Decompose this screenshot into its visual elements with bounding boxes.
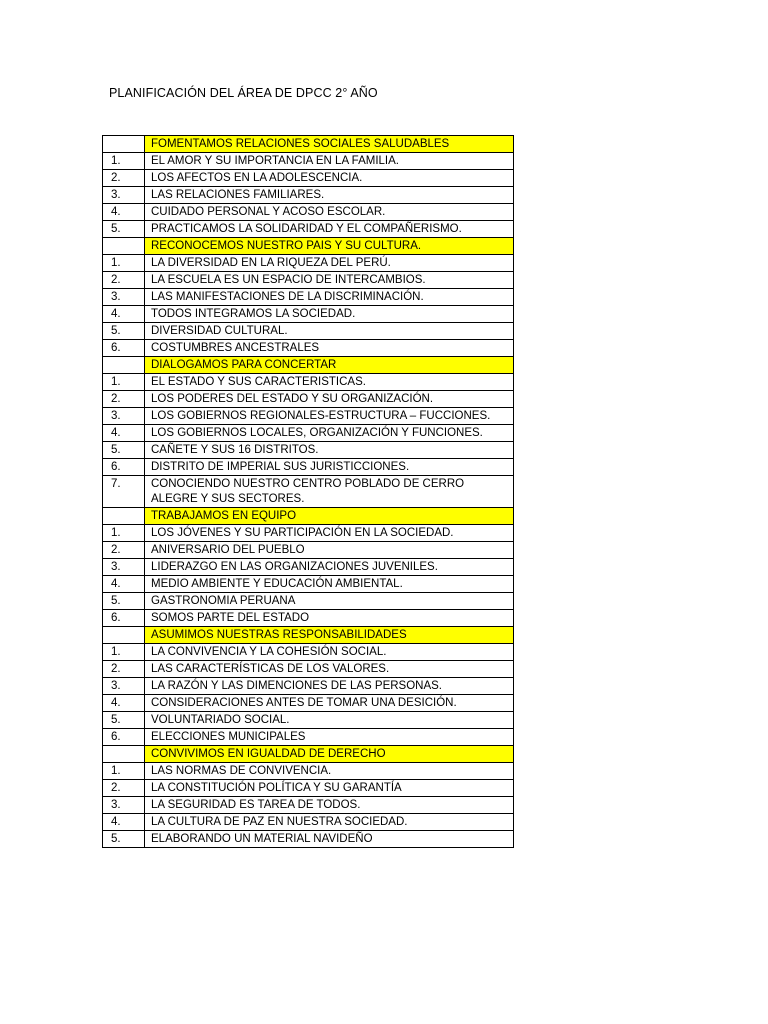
unit-number-cell xyxy=(103,238,145,255)
unit-header-row xyxy=(103,238,514,255)
topic-number: 6. xyxy=(103,340,145,357)
topic-row xyxy=(103,391,514,408)
topic-text: LA CULTURA DE PAZ EN NUESTRA SOCIEDAD. xyxy=(145,814,514,831)
topic-number: 1. xyxy=(103,525,145,542)
topic-number: 2. xyxy=(103,170,145,187)
topic-row xyxy=(103,695,514,712)
topic-number: 5. xyxy=(103,442,145,459)
topic-row xyxy=(103,272,514,289)
topic-text: LOS GOBIERNOS REGIONALES-ESTRUCTURA – FUCCIONES. xyxy=(145,408,514,425)
topic-row xyxy=(103,831,514,848)
topic-row xyxy=(103,593,514,610)
topic-text: LOS JÓVENES Y SU PARTICIPACIÓN EN LA SOCIEDAD. xyxy=(145,525,514,542)
topic-text: LIDERAZGO EN LAS ORGANIZACIONES JUVENILES. xyxy=(145,559,514,576)
topic-row xyxy=(103,255,514,272)
topic-number: 3. xyxy=(103,187,145,204)
topic-row xyxy=(103,459,514,476)
topic-number: 4. xyxy=(103,425,145,442)
topic-text: DISTRITO DE IMPERIAL SUS JURISTICCIONES. xyxy=(145,459,514,476)
topic-text: MEDIO AMBIENTE Y EDUCACIÓN AMBIENTAL. xyxy=(145,576,514,593)
topic-text: LA ESCUELA ES UN ESPACIO DE INTERCAMBIOS. xyxy=(145,272,514,289)
topic-number: 3. xyxy=(103,408,145,425)
unit-title: ASUMIMOS NUESTRAS RESPONSABILIDADES xyxy=(145,627,514,644)
topic-text: LA RAZÓN Y LAS DIMENCIONES DE LAS PERSONAS. xyxy=(145,678,514,695)
topic-row xyxy=(103,559,514,576)
topic-number: 5. xyxy=(103,593,145,610)
topic-row xyxy=(103,323,514,340)
topic-text: TODOS INTEGRAMOS LA SOCIEDAD. xyxy=(145,306,514,323)
topic-row xyxy=(103,576,514,593)
topic-text: CONSIDERACIONES ANTES DE TOMAR UNA DESICIÓN. xyxy=(145,695,514,712)
topic-row xyxy=(103,525,514,542)
topic-row xyxy=(103,289,514,306)
topic-text: PRACTICAMOS LA SOLIDARIDAD Y EL COMPAÑERISMO. xyxy=(145,221,514,238)
planning-table xyxy=(102,135,514,848)
topic-text: LOS PODERES DEL ESTADO Y SU ORGANIZACIÓN. xyxy=(145,391,514,408)
topic-number: 5. xyxy=(103,323,145,340)
topic-number: 1. xyxy=(103,255,145,272)
topic-row xyxy=(103,425,514,442)
topic-text: SOMOS PARTE DEL ESTADO xyxy=(145,610,514,627)
topic-number: 1. xyxy=(103,374,145,391)
topic-number: 2. xyxy=(103,780,145,797)
unit-header-row xyxy=(103,627,514,644)
topic-row xyxy=(103,712,514,729)
unit-title: RECONOCEMOS NUESTRO PAIS Y SU CULTURA. xyxy=(145,238,514,255)
topic-number: 5. xyxy=(103,221,145,238)
topic-row xyxy=(103,610,514,627)
topic-row xyxy=(103,408,514,425)
topic-row xyxy=(103,374,514,391)
topic-text: CUIDADO PERSONAL Y ACOSO ESCOLAR. xyxy=(145,204,514,221)
topic-text: CAÑETE Y SUS 16 DISTRITOS. xyxy=(145,442,514,459)
topic-text: ELECCIONES MUNICIPALES xyxy=(145,729,514,746)
topic-text: LAS CARACTERÍSTICAS DE LOS VALORES. xyxy=(145,661,514,678)
topic-row xyxy=(103,661,514,678)
topic-number: 3. xyxy=(103,797,145,814)
unit-header-row xyxy=(103,357,514,374)
topic-number: 4. xyxy=(103,814,145,831)
topic-text: LA DIVERSIDAD EN LA RIQUEZA DEL PERÚ. xyxy=(145,255,514,272)
topic-number: 4. xyxy=(103,576,145,593)
topic-text: LA CONVIVENCIA Y LA COHESIÓN SOCIAL. xyxy=(145,644,514,661)
topic-row xyxy=(103,678,514,695)
topic-row xyxy=(103,340,514,357)
topic-number: 2. xyxy=(103,391,145,408)
topic-number: 6. xyxy=(103,459,145,476)
topic-text: LAS MANIFESTACIONES DE LA DISCRIMINACIÓN. xyxy=(145,289,514,306)
topic-number: 2. xyxy=(103,272,145,289)
topic-row xyxy=(103,729,514,746)
topic-text: EL ESTADO Y SUS CARACTERISTICAS. xyxy=(145,374,514,391)
unit-title: CONVIVIMOS EN IGUALDAD DE DERECHO xyxy=(145,746,514,763)
topic-number: 1. xyxy=(103,763,145,780)
unit-number-cell xyxy=(103,136,145,153)
topic-number: 7. xyxy=(103,476,145,508)
unit-number-cell xyxy=(103,357,145,374)
topic-number: 4. xyxy=(103,204,145,221)
topic-number: 4. xyxy=(103,306,145,323)
topic-row xyxy=(103,442,514,459)
topic-row xyxy=(103,763,514,780)
unit-title: FOMENTAMOS RELACIONES SOCIALES SALUDABLES xyxy=(145,136,514,153)
topic-number: 1. xyxy=(103,644,145,661)
topic-number: 6. xyxy=(103,610,145,627)
topic-text: ANIVERSARIO DEL PUEBLO xyxy=(145,542,514,559)
unit-number-cell xyxy=(103,508,145,525)
topic-row xyxy=(103,187,514,204)
unit-title: TRABAJAMOS EN EQUIPO xyxy=(145,508,514,525)
topic-row xyxy=(103,476,514,508)
planning-table-body xyxy=(103,136,514,848)
topic-text: ELABORANDO UN MATERIAL NAVIDEÑO xyxy=(145,831,514,848)
unit-header-row xyxy=(103,746,514,763)
unit-header-row xyxy=(103,136,514,153)
topic-text: LOS AFECTOS EN LA ADOLESCENCIA. xyxy=(145,170,514,187)
topic-text: COSTUMBRES ANCESTRALES xyxy=(145,340,514,357)
topic-number: 3. xyxy=(103,678,145,695)
topic-number: 3. xyxy=(103,559,145,576)
topic-row xyxy=(103,814,514,831)
topic-row xyxy=(103,780,514,797)
topic-row xyxy=(103,644,514,661)
document-title: PLANIFICACIÓN DEL ÁREA DE DPCC 2° AÑO xyxy=(109,86,378,100)
topic-row xyxy=(103,170,514,187)
topic-text: GASTRONOMIA PERUANA xyxy=(145,593,514,610)
topic-row xyxy=(103,306,514,323)
topic-text: CONOCIENDO NUESTRO CENTRO POBLADO DE CERRO ALEGRE Y SUS SECTORES. xyxy=(145,476,514,508)
unit-title: DIALOGAMOS PARA CONCERTAR xyxy=(145,357,514,374)
topic-number: 2. xyxy=(103,542,145,559)
topic-text: LA CONSTITUCIÓN POLÍTICA Y SU GARANTÍA xyxy=(145,780,514,797)
unit-number-cell xyxy=(103,746,145,763)
topic-text: LAS RELACIONES FAMILIARES. xyxy=(145,187,514,204)
topic-row xyxy=(103,542,514,559)
topic-row xyxy=(103,221,514,238)
topic-text: LA SEGURIDAD ES TAREA DE TODOS. xyxy=(145,797,514,814)
topic-number: 3. xyxy=(103,289,145,306)
unit-header-row xyxy=(103,508,514,525)
topic-number: 6. xyxy=(103,729,145,746)
topic-number: 2. xyxy=(103,661,145,678)
topic-row xyxy=(103,204,514,221)
topic-number: 5. xyxy=(103,712,145,729)
topic-number: 4. xyxy=(103,695,145,712)
topic-text: DIVERSIDAD CULTURAL. xyxy=(145,323,514,340)
topic-text: LOS GOBIERNOS LOCALES, ORGANIZACIÓN Y FUNCIONES. xyxy=(145,425,514,442)
topic-number: 1. xyxy=(103,153,145,170)
topic-text: LAS NORMAS DE CONVIVENCIA. xyxy=(145,763,514,780)
topic-row xyxy=(103,153,514,170)
topic-text: EL AMOR Y SU IMPORTANCIA EN LA FAMILIA. xyxy=(145,153,514,170)
topic-row xyxy=(103,797,514,814)
unit-number-cell xyxy=(103,627,145,644)
topic-number: 5. xyxy=(103,831,145,848)
topic-text: VOLUNTARIADO SOCIAL. xyxy=(145,712,514,729)
